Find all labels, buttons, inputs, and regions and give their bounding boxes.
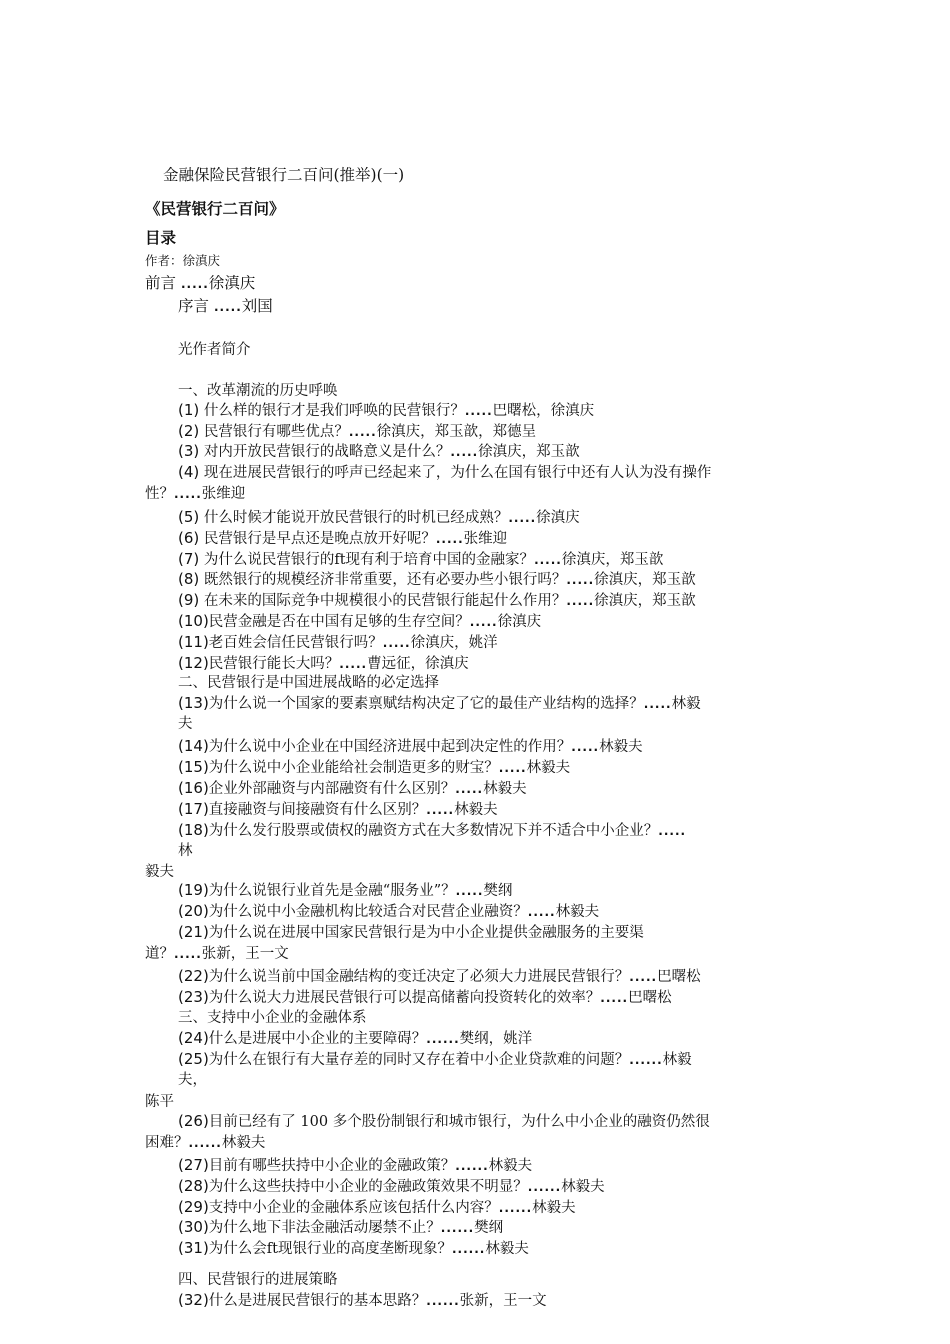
item-author: 林毅: [671, 696, 701, 712]
item-author: 张新，王一文: [459, 1293, 547, 1309]
leader-dots: ......: [188, 1136, 222, 1150]
toc-item-continuation: 林: [178, 843, 193, 859]
item-number: (6): [178, 529, 200, 547]
item-number: (26): [178, 1112, 209, 1130]
toc-item: [178, 590, 696, 611]
leader-dots: .....: [455, 884, 484, 898]
item-text: 直接融资与间接融资有什么区别？: [208, 802, 427, 818]
item-number: (3): [178, 442, 200, 460]
item-author: 徐滇庆，郑玉歆: [594, 593, 696, 609]
item-author: 樊纲，姚洋: [459, 1031, 533, 1047]
item-text: 民营金融是否在中国有足够的生存空间？: [208, 614, 470, 630]
item-text: 道？: [145, 946, 174, 962]
item-author: 张维迎: [201, 486, 246, 502]
toc-item: [178, 1111, 710, 1132]
item-text: 性？: [145, 486, 174, 502]
item-number: (8): [178, 570, 200, 588]
item-number: (25): [178, 1050, 209, 1068]
item-text: 困难？: [145, 1135, 189, 1151]
toc-item: [178, 966, 701, 987]
toc-item: [178, 693, 701, 714]
item-text: 为什么说一个国家的要素禀赋结构决定了它的最佳产业结构的选择？: [208, 696, 644, 712]
item-author: 林毅夫: [526, 760, 571, 776]
item-number: (4): [178, 463, 200, 481]
item-author: 林毅夫: [532, 1200, 576, 1216]
leader-dots: ......: [527, 1180, 562, 1194]
item-number: (18): [178, 821, 209, 839]
item-text: 为什么说银行业首先是金融“服务业”？: [208, 883, 456, 899]
item-number: (17): [178, 800, 209, 818]
item-text: 为什么这些扶持中小企业的金融政策效果不明显？: [208, 1179, 528, 1195]
toc-item: [178, 1197, 576, 1218]
toc-item: [178, 421, 536, 442]
toc-item: [178, 757, 570, 778]
toc-item: [178, 1028, 532, 1049]
toc-item: [178, 1049, 692, 1070]
leader-dots: .....: [643, 697, 672, 711]
item-number: (20): [178, 902, 209, 920]
item-number: (13): [178, 694, 209, 712]
item-number: (32): [178, 1291, 209, 1309]
item-text: 民营银行有哪些优点？: [199, 424, 349, 440]
item-text: 对内开放民营银行的战略意义是什么？: [199, 444, 451, 460]
item-author: 徐滇庆，郑玉歆: [478, 444, 580, 460]
toc-item: [178, 441, 580, 462]
toc-item-continuation: 夫，: [178, 1072, 207, 1088]
toc-item: [178, 987, 672, 1008]
item-text: 既然银行的规模经济非常重要，还有必要办些小银行吗？: [199, 572, 567, 588]
section-title: 三、支持中小企业的金融体系: [178, 1010, 367, 1026]
item-number: (24): [178, 1029, 209, 1047]
item-number: (29): [178, 1198, 209, 1216]
item-text: 为什么发行股票或债权的融资方式在大多数情况下并不适合中小企业？: [208, 823, 659, 839]
leader-dots: .....: [180, 277, 209, 291]
toc-item: [178, 736, 643, 757]
item-author: 林毅夫: [221, 1135, 266, 1151]
toc-item: [178, 632, 498, 653]
item-number: (22): [178, 967, 209, 985]
toc-item: [178, 528, 507, 549]
leader-dots: ......: [440, 1221, 475, 1235]
toc-heading: 目录: [145, 229, 177, 247]
item-number: (15): [178, 758, 209, 776]
item-text: 为什么说大力进展民营银行可以提高储蓄向投资转化的效率？: [208, 990, 601, 1006]
toc-item: [178, 922, 644, 943]
toc-item-continuation: 陈平: [145, 1094, 174, 1110]
toc-item: [178, 778, 527, 799]
toc-item: [178, 1176, 605, 1197]
toc-item: [178, 1238, 529, 1259]
leader-dots: .....: [629, 970, 658, 984]
leader-dots: ......: [426, 1032, 460, 1046]
item-number: (10): [178, 612, 209, 630]
leader-dots: .....: [566, 594, 595, 608]
leader-dots: .....: [571, 740, 600, 754]
item-number: (30): [178, 1218, 209, 1236]
item-author: 林毅夫: [483, 781, 527, 797]
item-author: 巴曙松: [657, 969, 701, 985]
toc-item: [178, 462, 711, 483]
toc-item: [178, 1155, 532, 1176]
leader-dots: .....: [600, 991, 629, 1005]
toc-item: [178, 880, 512, 901]
item-author: 林毅夫: [485, 1241, 529, 1257]
header-title: 金融保险民营银行二百问(推举)(一): [163, 166, 405, 184]
item-author: 徐滇庆，郑玉歆，郑德呈: [376, 424, 537, 440]
item-author: 樊纲: [474, 1220, 504, 1236]
toc-item: [178, 653, 469, 674]
item-author: 林毅夫: [561, 1179, 605, 1195]
toc-item: [178, 1290, 547, 1311]
item-number: (14): [178, 737, 209, 755]
item-number: (5): [178, 508, 200, 526]
item-author: 林毅夫: [454, 802, 498, 818]
item-number: (21): [178, 923, 209, 941]
leader-dots: .....: [382, 636, 411, 650]
item-number: (2): [178, 422, 200, 440]
item-text: 什么时候才能说开放民营银行的时机已经成熟？: [199, 510, 509, 526]
item-text: 为什么说中小企业能给社会制造更多的财宝？: [208, 760, 499, 776]
item-text: 支持中小企业的金融体系应该包括什么内容？: [208, 1200, 499, 1216]
item-number: (1): [178, 401, 200, 419]
leader-dots: ......: [426, 1294, 460, 1308]
leader-dots: ......: [629, 1053, 663, 1067]
item-number: (27): [178, 1156, 209, 1174]
item-text: 目前已经有了 100 多个股份制银行和城市银行，为什么中小企业的融资仍然很: [208, 1114, 710, 1130]
section-title: 四、民营银行的进展策略: [178, 1272, 338, 1288]
section-title: 二、民营银行是中国进展战略的必定选择: [178, 675, 439, 691]
item-text: 在未来的国际竞争中规模很小的民营银行能起什么作用？: [199, 593, 567, 609]
leader-dots: .....: [464, 404, 493, 418]
item-author: 徐滇庆，姚洋: [410, 635, 498, 651]
preface-label: 前言: [145, 274, 177, 292]
item-text: 民营银行能长大吗？: [208, 656, 340, 672]
toc-item-continuation: 毅夫: [145, 864, 174, 880]
item-text: 为什么地下非法金融活动屡禁不止？: [208, 1220, 441, 1236]
toc-item: [178, 820, 686, 841]
leader-dots: .....: [339, 657, 368, 671]
toc-item-continuation: [145, 1133, 265, 1153]
foreword-line: [178, 296, 273, 317]
toc-item-continuation: [145, 484, 245, 504]
item-text: 什么样的银行才是我们呼唤的民营银行？: [199, 403, 465, 419]
item-number: (28): [178, 1177, 209, 1195]
item-number: (16): [178, 779, 209, 797]
item-author: 巴曙松，徐滇庆: [492, 403, 595, 419]
item-author: 曹远征，徐滇庆: [367, 656, 469, 672]
item-author: 徐滇庆: [536, 510, 580, 526]
item-text: 民营银行是早点还是晚点放开好呢？: [199, 531, 436, 547]
item-author: 张维迎: [463, 531, 508, 547]
leader-dots: .....: [213, 300, 242, 314]
item-number: (19): [178, 881, 209, 899]
item-text: 为什么说中小金融机构比较适合对民营企业融资？: [208, 904, 528, 920]
item-author: 巴曙松: [628, 990, 672, 1006]
leader-dots: .....: [534, 553, 562, 567]
item-text: 目前有哪些扶持中小企业的金融政策？: [208, 1158, 456, 1174]
item-number: (9): [178, 591, 200, 609]
item-text: 企业外部融资与内部融资有什么区别？: [208, 781, 456, 797]
toc-item: [178, 901, 599, 922]
toc-item: [178, 400, 594, 421]
preface-line: [145, 273, 255, 294]
item-author: 林毅: [662, 1052, 692, 1068]
item-number: (11): [178, 633, 209, 651]
toc-item: [178, 611, 541, 632]
item-text: 为什么说中小企业在中国经济进展中起到决定性的作用？: [208, 739, 572, 755]
item-text: 为什么在银行有大量存差的同时又存在着中小企业贷款难的问题？: [208, 1052, 630, 1068]
item-text: 什么是进展中小企业的主要障碍？: [208, 1031, 427, 1047]
toc-item-continuation: [145, 944, 289, 964]
leader-dots: .....: [174, 487, 202, 501]
foreword-label: 序言: [178, 297, 210, 315]
item-number: (23): [178, 988, 209, 1006]
leader-dots: .....: [508, 511, 537, 525]
author-intro: 光作者简介: [178, 342, 251, 358]
leader-dots: .....: [498, 761, 527, 775]
item-text: 为什么说民营银行的ft现有利于培育中国的金融家？: [199, 552, 535, 568]
leader-dots: .....: [566, 573, 595, 587]
item-author: 樊纲: [483, 883, 513, 899]
leader-dots: .....: [658, 824, 687, 838]
item-author: 徐滇庆: [497, 614, 542, 630]
item-text: 为什么说在进展中国家民营银行是为中小企业提供金融服务的主要渠: [208, 925, 644, 941]
item-author: 徐滇庆，郑玉歆: [561, 552, 664, 568]
item-number: (7): [178, 550, 200, 568]
leader-dots: .....: [469, 615, 498, 629]
item-number: (31): [178, 1239, 209, 1257]
author-line: 作者：徐滇庆: [145, 253, 221, 268]
leader-dots: .....: [435, 532, 464, 546]
leader-dots: .....: [527, 905, 556, 919]
toc-item: [178, 1217, 503, 1238]
item-text: 老百姓会信任民营银行吗？: [208, 635, 383, 651]
item-text: 现在进展民营银行的呼声已经起来了，为什么在国有银行中还有人认为没有操作: [199, 465, 712, 481]
leader-dots: .....: [174, 947, 202, 961]
leader-dots: .....: [455, 782, 484, 796]
item-author: 林毅夫: [599, 739, 643, 755]
item-text: 什么是进展民营银行的基本思路？: [208, 1293, 427, 1309]
toc-item: [178, 507, 580, 528]
leader-dots: ......: [455, 1159, 489, 1173]
item-author: 张新，王一文: [201, 946, 289, 962]
section-title: 一、改革潮流的历史呼唤: [178, 383, 338, 399]
toc-item: [178, 569, 696, 590]
book-title: 《民营银行二百问》: [145, 200, 285, 218]
toc-item: [178, 549, 663, 570]
item-number: (12): [178, 654, 209, 672]
leader-dots: .....: [426, 803, 455, 817]
item-author: 林毅夫: [555, 904, 600, 920]
item-author: 林毅夫: [488, 1158, 533, 1174]
preface-author: 徐滇庆: [208, 274, 256, 292]
foreword-author: 刘国: [241, 297, 273, 315]
item-text: 为什么会ft现银行业的高度垄断现象？: [208, 1241, 452, 1257]
item-text: 为什么说当前中国金融结构的变迁决定了必须大力进展民营银行？: [208, 969, 630, 985]
leader-dots: ......: [452, 1242, 486, 1256]
leader-dots: .....: [348, 425, 377, 439]
item-author: 徐滇庆，郑玉歆: [594, 572, 696, 588]
toc-item: [178, 799, 498, 820]
toc-item-continuation: 夫: [178, 716, 193, 732]
leader-dots: ......: [498, 1201, 533, 1215]
leader-dots: .....: [450, 445, 479, 459]
